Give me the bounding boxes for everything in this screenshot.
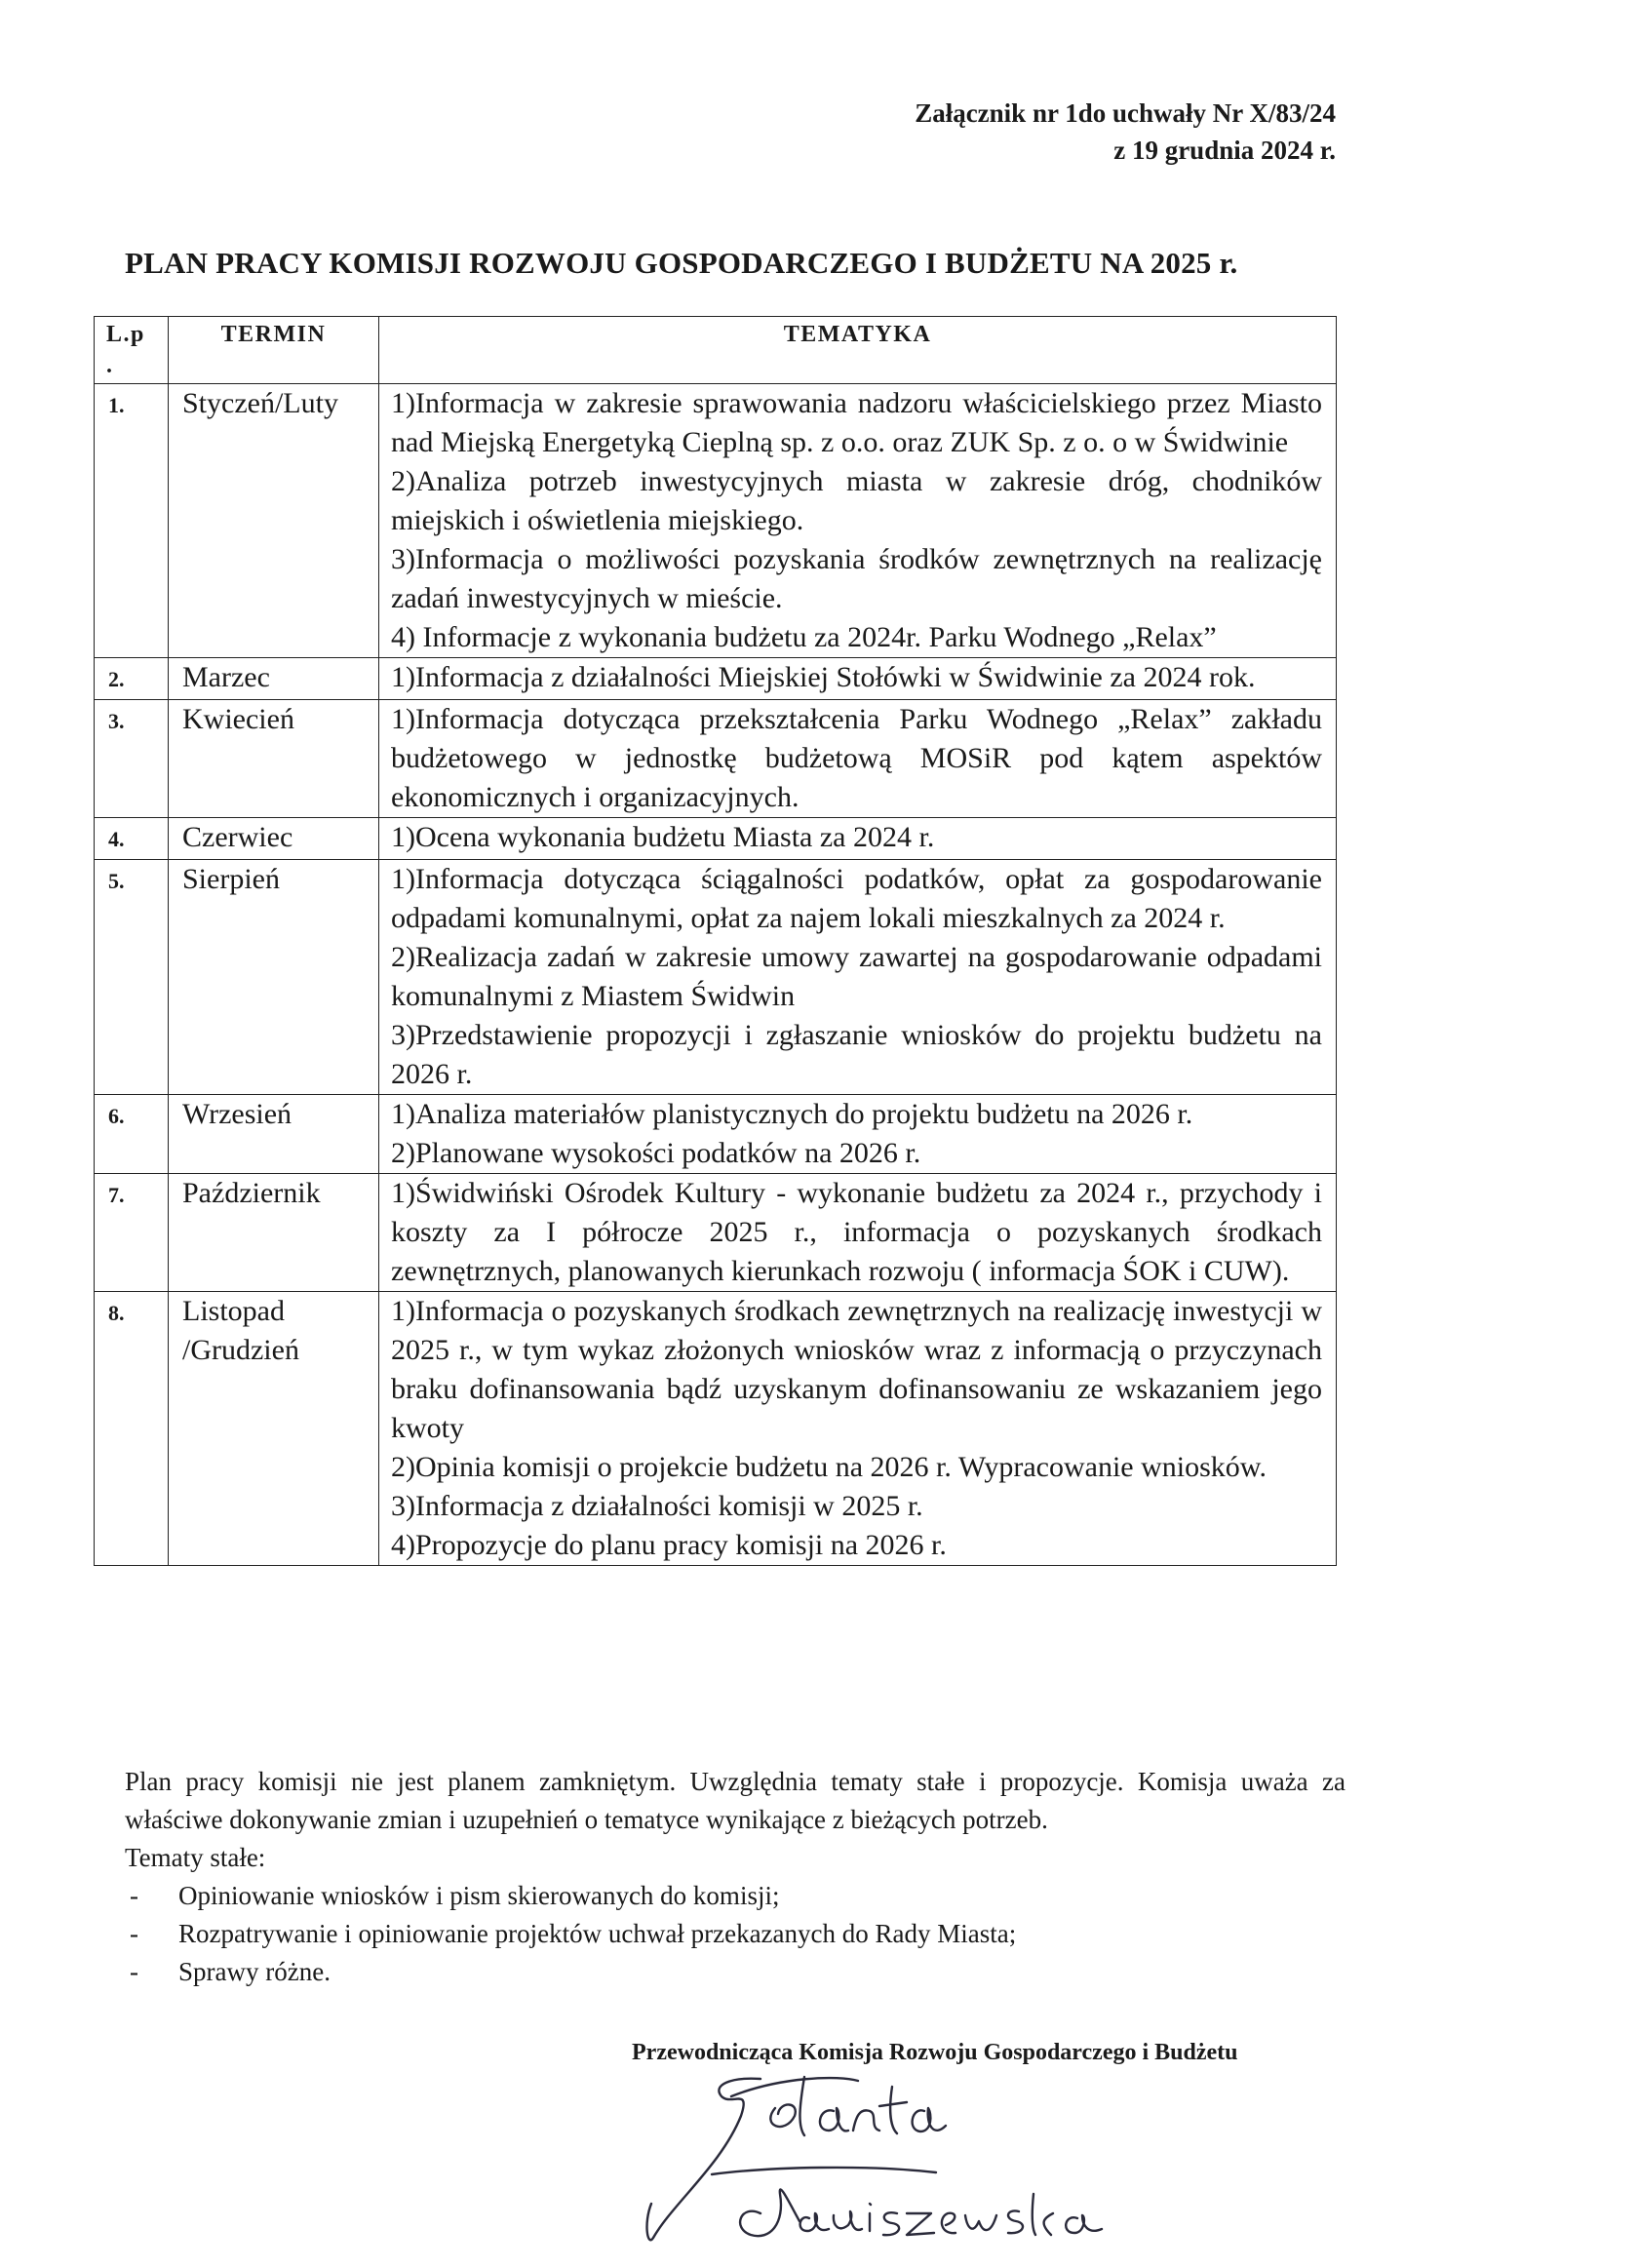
fixed-topics-label: Tematy stałe:	[125, 1843, 266, 1872]
row-term: Styczeń/Luty	[169, 384, 379, 658]
row-term: Wrzesień	[169, 1095, 379, 1174]
topic-item: 1)Informacja dotycząca ściągalności podatków, opłat za gospodarowanie odpadami komunalnymi, opłat za najem lokali mieszkalnych za 2024 r.	[391, 863, 1322, 934]
header-topics: TEMATYKA	[379, 317, 1337, 384]
topic-item: 3)Informacja o możliwości pozyskania środków zewnętrznych na realizację zadań inwestycyjnych w mieście.	[391, 543, 1322, 614]
topic-item: 2)Opinia komisji o projekcie budżetu na 2026 r. Wypracowanie wniosków.	[391, 1451, 1267, 1483]
table-row	[95, 818, 1337, 860]
signatory-title: Przewodnicząca Komisja Rozwoju Gospodarczego i Budżetu	[632, 2040, 1238, 2065]
table-row	[95, 1174, 1337, 1292]
attachment-header	[915, 96, 1336, 170]
row-term: Czerwiec	[169, 818, 379, 860]
row-number: 3.	[95, 700, 169, 818]
work-plan-table	[94, 316, 1337, 1566]
topic-item: 1)Analiza materiałów planistycznych do projektu budżetu na 2026 r.	[391, 1098, 1193, 1130]
row-number: 6.	[95, 1095, 169, 1174]
row-topics	[379, 1174, 1337, 1292]
table-row	[95, 860, 1337, 1095]
row-term: Sierpień	[169, 860, 379, 1095]
attachment-line-2: z 19 grudnia 2024 r.	[1113, 135, 1336, 165]
table-body	[95, 384, 1337, 1566]
topic-item: 1)Informacja dotycząca przekształcenia Parku Wodnego „Relax” zakładu budżetowego w jednostkę budżetową MOSiR pod kątem aspektów ekonomicznych i organizacyjnych.	[391, 703, 1322, 813]
topic-item: 2)Realizacja zadań w zakresie umowy zawartej na gospodarowanie odpadami komunalnymi z Miastem Świdwin	[391, 941, 1322, 1012]
row-term: Październik	[169, 1174, 379, 1292]
topic-item: 1)Informacja o pozyskanych środkach zewnętrznych na realizację inwestycji w 2025 r., w tym wykaz złożonych wniosków wraz z informacją o przyczynach braku dofinansowania bądź uzyskanym dofinansowaniu ze wskazaniem jego kwoty	[391, 1295, 1322, 1444]
topic-item: 4) Informacje z wykonania budżetu za 2024r. Parku Wodnego „Relax”	[391, 621, 1217, 653]
row-number: 2.	[95, 658, 169, 700]
fixed-topic-text: Opiniowanie wniosków i pism skierowanych do komisji;	[178, 1881, 780, 1910]
bullet-dash: -	[130, 1881, 138, 1910]
header-term: TERMIN	[169, 317, 379, 384]
row-term: Marzec	[169, 658, 379, 700]
topic-item: 1)Informacja w zakresie sprawowania nadzoru właścicielskiego przez Miasto nad Miejską Energetyką Cieplną sp. z o.o. oraz ZUK Sp. z o. o w Świdwinie	[391, 387, 1322, 458]
table-row	[95, 700, 1337, 818]
footer-notes	[125, 1763, 1346, 1991]
topic-item: 3)Przedstawienie propozycji i zgłaszanie wniosków do projektu budżetu na 2026 r.	[391, 1019, 1322, 1090]
topic-item: 1)Ocena wykonania budżetu Miasta za 2024 r.	[391, 821, 935, 853]
row-topics	[379, 384, 1337, 658]
plan-note: Plan pracy komisji nie jest planem zamkniętym. Uwzględnia tematy stałe i propozycje. Komisja uważa za właściwe dokonywanie zmian i uzupełnień o tematyce wynikające z bieżących potrzeb.	[125, 1767, 1346, 1834]
document-title: PLAN PRACY KOMISJI ROZWOJU GOSPODARCZEGO I BUDŻETU NA 2025 r.	[125, 246, 1238, 280]
row-topics	[379, 658, 1337, 700]
topic-item: 1)Informacja z działalności Miejskiej Stołówki w Świdwinie za 2024 rok.	[391, 661, 1256, 693]
topic-item: 4)Propozycje do planu pracy komisji na 2026 r.	[391, 1529, 947, 1561]
row-topics	[379, 700, 1337, 818]
row-topics	[379, 1095, 1337, 1174]
fixed-topic-text: Sprawy różne.	[178, 1957, 331, 1986]
table-row	[95, 1095, 1337, 1174]
row-number: 8.	[95, 1292, 169, 1566]
table-row	[95, 1292, 1337, 1566]
list-item	[125, 1953, 1346, 1991]
table-header-row	[95, 317, 1337, 384]
row-topics	[379, 860, 1337, 1095]
fixed-topics-list	[125, 1877, 1346, 1991]
table-row	[95, 384, 1337, 658]
row-topics	[379, 818, 1337, 860]
row-number: 5.	[95, 860, 169, 1095]
row-term: Kwiecień	[169, 700, 379, 818]
handwritten-signature	[614, 2057, 1121, 2243]
table-row	[95, 658, 1337, 700]
topic-item: 2)Planowane wysokości podatków na 2026 r.	[391, 1137, 921, 1169]
topic-item: 1)Świdwiński Ośrodek Kultury - wykonanie budżetu za 2024 r., przychody i koszty za I półrocze 2025 r., informacja o pozyskanych środkach zewnętrznych, planowanych kierunkach rozwoju ( informacja ŚOK i CUW).	[391, 1177, 1322, 1287]
list-item	[125, 1877, 1346, 1915]
header-lp: L.p .	[95, 317, 169, 384]
attachment-line-1: Załącznik nr 1do uchwały Nr X/83/24	[915, 98, 1336, 128]
row-number: 7.	[95, 1174, 169, 1292]
topic-item: 3)Informacja z działalności komisji w 2025 r.	[391, 1490, 923, 1522]
row-number: 1.	[95, 384, 169, 658]
row-term: Listopad /Grudzień	[169, 1292, 379, 1566]
fixed-topic-text: Rozpatrywanie i opiniowanie projektów uchwał przekazanych do Rady Miasta;	[178, 1919, 1017, 1948]
list-item	[125, 1915, 1346, 1953]
row-topics	[379, 1292, 1337, 1566]
bullet-dash: -	[130, 1919, 138, 1948]
bullet-dash: -	[130, 1957, 138, 1986]
row-number: 4.	[95, 818, 169, 860]
topic-item: 2)Analiza potrzeb inwestycyjnych miasta w zakresie dróg, chodników miejskich i oświetlenia miejskiego.	[391, 465, 1322, 536]
